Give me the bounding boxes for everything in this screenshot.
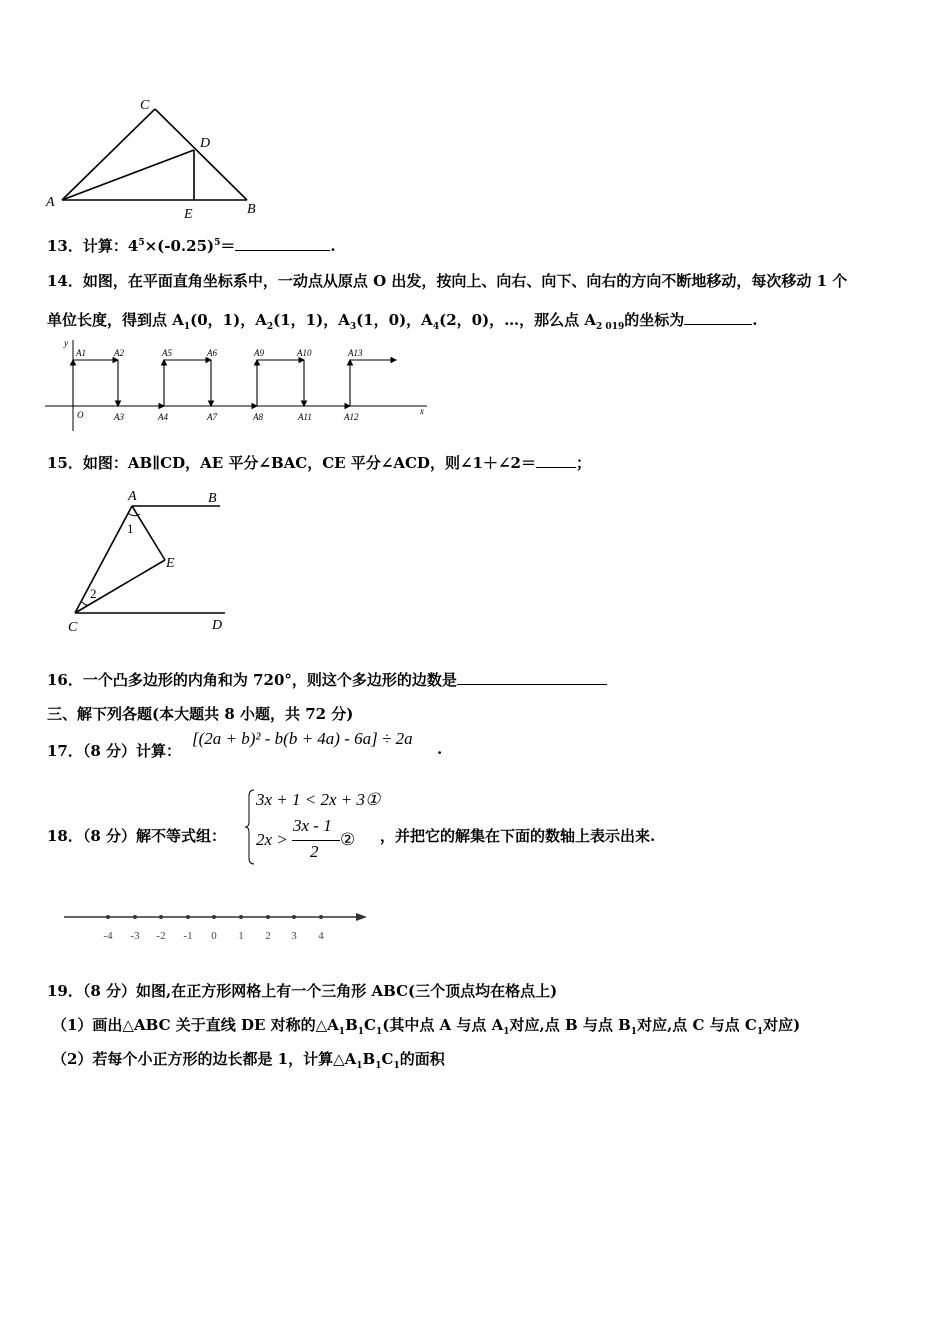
q19-part: C [364, 1016, 376, 1034]
tick-label: -3 [130, 930, 140, 942]
section-3-heading: 三、解下列各题(本大题共 8 小题，共 72 分) [47, 705, 354, 723]
q13-exponent-1: 5 [138, 238, 145, 248]
q14-part: 单位长度，得到点 A [47, 311, 184, 329]
q14-part: (1，0)，A [356, 311, 433, 329]
tick-label: -1 [183, 930, 193, 942]
q19-part: 对应,点 C 与点 C [637, 1016, 757, 1034]
q14-sub: 2 019 [596, 322, 625, 332]
point-label: A9 [254, 348, 264, 358]
coordinate-path-figure-q14 [42, 336, 442, 436]
q19-sub: 1 [503, 1027, 510, 1037]
q14-sub: 2 [266, 322, 274, 332]
tick-label: -2 [156, 930, 166, 942]
question-13 [47, 235, 336, 256]
point-label: A8 [253, 412, 263, 422]
q19-part: 对应,点 B 与点 B [509, 1016, 631, 1034]
inequality-2-mark: ② [340, 830, 356, 849]
question-15 [47, 452, 591, 473]
point-label: A2 [114, 348, 124, 358]
q17-text: 17．（8 分）计算： [47, 742, 182, 760]
q19-part: B [362, 1050, 376, 1068]
q13-answer-blank[interactable] [235, 249, 330, 251]
q19-sub: 1 [357, 1027, 365, 1037]
inequality-2-denominator: 2 [310, 842, 319, 861]
question-19: 19．（8 分）如图,在正方形网格上有一个三角形 ABC(三个顶点均在格点上) [47, 982, 558, 1000]
tick-label: -4 [103, 930, 113, 942]
question-16 [47, 669, 607, 690]
point-label: A7 [207, 412, 217, 422]
parallel-lines-figure-q15 [60, 485, 240, 635]
q13-number: 13． [47, 237, 83, 255]
q19-sub: 1 [338, 1027, 346, 1037]
q18-tail: ，并把它的解集在下面的数轴上表示出来. [380, 827, 656, 845]
q19-part: （2）若每个小正方形的边长都是 1，计算△A [52, 1050, 357, 1068]
q19-part: 的面积 [399, 1050, 445, 1068]
q16-text: 16．一个凸多边形的内角和为 720°，则这个多边形的边数是 [47, 671, 457, 689]
label-d: D [212, 618, 223, 633]
label-c: C [68, 620, 78, 635]
q14-part: (0，1)，A [190, 311, 267, 329]
q14-part: (1，1)，A [273, 311, 350, 329]
label-e: E [166, 556, 175, 571]
point-label: A13 [348, 348, 363, 358]
inequality-2-numerator: 3x - 1 [293, 816, 332, 835]
q14-end: . [752, 311, 758, 329]
inequality-2-left: 2x > [256, 830, 288, 849]
q19-sub: 1 [756, 1027, 764, 1037]
question-19-part-1 [52, 1014, 800, 1037]
tick-label: 4 [318, 930, 324, 942]
label-b: B [247, 202, 256, 217]
point-label: A6 [207, 348, 217, 358]
question-19-part-2 [52, 1048, 445, 1071]
label-a: A [128, 489, 137, 504]
point-label: A3 [114, 412, 124, 422]
label-b: B [208, 491, 217, 506]
q15-answer-blank[interactable] [536, 466, 576, 468]
question-18: 18．（8 分）解不等式组： [47, 827, 227, 845]
q15-text: 15．如图：AB∥CD，AE 平分∠BAC，CE 平分∠ACD，则∠1＋∠2＝ [47, 454, 536, 472]
angle-2-label: 2 [90, 586, 97, 601]
q19-sub: 1 [630, 1027, 638, 1037]
q13-end: . [330, 237, 336, 255]
question-17 [47, 740, 181, 761]
q19-part: （1）画出△ABC 关于直线 DE 对称的△A [52, 1016, 339, 1034]
tick-label: 0 [211, 930, 217, 942]
q19-part: 对应) [763, 1016, 801, 1034]
triangle-figure-q12 [40, 95, 280, 225]
q13-middle: ×(-0.25) [144, 237, 215, 255]
q19-sub: 1 [375, 1061, 382, 1071]
point-label: A4 [158, 412, 168, 422]
label-d: D [200, 136, 211, 151]
q14-part: 的坐标为 [624, 311, 685, 329]
q14-sub: 4 [432, 322, 440, 332]
point-label: A11 [298, 412, 312, 422]
brace-icon [244, 788, 256, 866]
q19-part: B [345, 1016, 358, 1034]
point-label: A5 [162, 348, 172, 358]
angle-1-label: 1 [127, 521, 134, 536]
q13-text: 计算：4 [82, 237, 139, 255]
q15-end: ； [575, 454, 591, 472]
q14-answer-blank[interactable] [684, 323, 752, 325]
tick-label: 1 [238, 930, 244, 942]
axis-x-label: x [420, 406, 424, 416]
tick-label: 3 [291, 930, 297, 942]
number-line [60, 905, 380, 950]
q17-end: . [437, 740, 443, 758]
q16-answer-blank[interactable] [457, 683, 607, 685]
point-label: A10 [297, 348, 312, 358]
label-e: E [184, 207, 193, 222]
q19-sub: 1 [393, 1061, 400, 1071]
point-label: A12 [344, 412, 359, 422]
q14-part: (2，0)，…，那么点 A [439, 311, 597, 329]
q14-sub: 3 [349, 322, 357, 332]
axis-y-label: y [64, 338, 68, 348]
q13-equals: ＝ [220, 237, 236, 255]
label-c: C [140, 98, 150, 113]
inequality-1: 3x + 1 < 2x + 3① [256, 790, 381, 809]
q17-expression: [(2a + b)² - b(b + 4a) - 6a] ÷ 2a [192, 729, 413, 748]
question-14-line1: 14．如图，在平面直角坐标系中，一动点从原点 O 出发，按向上、向右、向下、向右的方向不断地移动，每次移动 1 个 [47, 272, 848, 290]
label-a: A [46, 195, 55, 210]
q19-part: (其中点 A 与点 A [382, 1016, 504, 1034]
q19-part: C [381, 1050, 394, 1068]
q14-sub: 1 [183, 322, 191, 332]
q19-sub: 1 [356, 1061, 363, 1071]
point-label: A1 [76, 348, 86, 358]
origin-label: O [77, 410, 84, 420]
question-14-line2 [47, 309, 757, 332]
fraction-bar [292, 840, 340, 841]
q13-exponent-2: 5 [214, 238, 221, 248]
tick-label: 2 [265, 930, 271, 942]
q19-sub: 1 [375, 1027, 383, 1037]
